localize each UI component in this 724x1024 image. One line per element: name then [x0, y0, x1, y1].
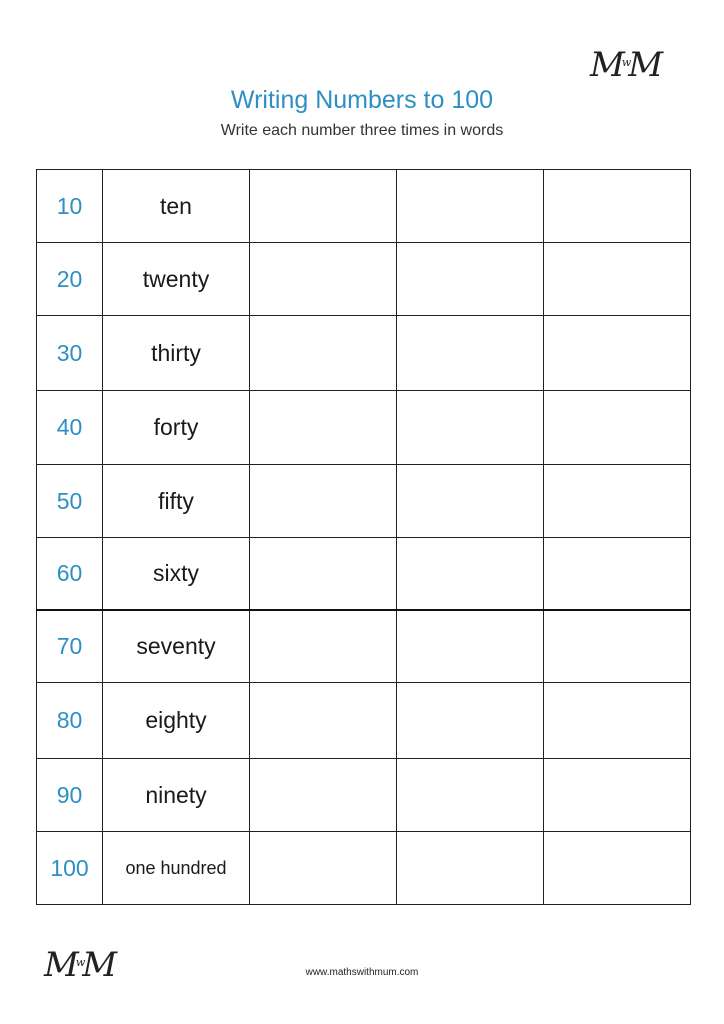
worksheet-table	[36, 169, 691, 905]
number-cell: 90	[37, 759, 103, 832]
answer-cell[interactable]	[544, 243, 691, 316]
logo-letter-w: w	[75, 956, 84, 969]
word-cell: ten	[103, 170, 250, 243]
word-cell: forty	[103, 391, 250, 465]
number-cell: 100	[37, 832, 103, 905]
answer-cell[interactable]	[250, 316, 397, 391]
answer-cell[interactable]	[544, 832, 691, 905]
answer-cell[interactable]	[544, 170, 691, 243]
number-cell: 30	[37, 316, 103, 391]
answer-cell[interactable]	[544, 391, 691, 465]
word-cell: fifty	[103, 465, 250, 538]
table-row	[37, 610, 691, 683]
answer-cell[interactable]	[397, 610, 544, 683]
answer-cell[interactable]	[397, 243, 544, 316]
answer-cell[interactable]	[250, 610, 397, 683]
table-row	[37, 759, 691, 832]
table-row	[37, 243, 691, 316]
word-cell: ninety	[103, 759, 250, 832]
table-row	[37, 316, 691, 391]
logo-letter-w: w	[621, 56, 630, 69]
number-cell: 10	[37, 170, 103, 243]
answer-cell[interactable]	[397, 316, 544, 391]
answer-cell[interactable]	[544, 465, 691, 538]
logo-letter-m: M	[82, 945, 116, 985]
page-instructions: Write each number three times in words	[220, 122, 504, 139]
table-row	[37, 391, 691, 465]
answer-cell[interactable]	[250, 759, 397, 832]
word-cell: seventy	[103, 610, 250, 683]
word-cell: one hundred	[103, 832, 250, 905]
answer-cell[interactable]	[544, 759, 691, 832]
answer-cell[interactable]	[397, 391, 544, 465]
answer-cell[interactable]	[544, 316, 691, 391]
word-cell: twenty	[103, 243, 250, 316]
answer-cell[interactable]	[250, 391, 397, 465]
word-cell: thirty	[103, 316, 250, 391]
table-row	[37, 683, 691, 759]
brand-logo	[590, 45, 662, 85]
number-cell: 80	[37, 683, 103, 759]
logo-letter-m: M	[628, 45, 662, 85]
answer-cell[interactable]	[397, 465, 544, 538]
logo-letter-m: M	[44, 945, 77, 985]
word-cell: eighty	[103, 683, 250, 759]
answer-cell[interactable]	[250, 465, 397, 538]
answer-cell[interactable]	[397, 759, 544, 832]
number-cell: 20	[37, 243, 103, 316]
answer-cell[interactable]	[250, 832, 397, 905]
answer-cell[interactable]	[250, 683, 397, 759]
number-cell: 40	[37, 391, 103, 465]
logo-letter-m: M	[590, 45, 623, 85]
website-url: www.mathswithmum.com	[305, 967, 419, 978]
table-row	[37, 538, 691, 610]
answer-cell[interactable]	[544, 683, 691, 759]
answer-cell[interactable]	[250, 243, 397, 316]
number-cell: 70	[37, 610, 103, 683]
number-cell: 60	[37, 538, 103, 610]
answer-cell[interactable]	[250, 170, 397, 243]
answer-cell[interactable]	[397, 538, 544, 610]
answer-cell[interactable]	[397, 832, 544, 905]
table-row	[37, 465, 691, 538]
table-row	[37, 170, 691, 243]
table-row	[37, 832, 691, 905]
word-cell: sixty	[103, 538, 250, 610]
answer-cell[interactable]	[397, 683, 544, 759]
answer-cell[interactable]	[397, 170, 544, 243]
answer-cell[interactable]	[544, 538, 691, 610]
page-title: Writing Numbers to 100	[230, 86, 494, 114]
answer-cell[interactable]	[250, 538, 397, 610]
number-cell: 50	[37, 465, 103, 538]
answer-cell[interactable]	[544, 610, 691, 683]
